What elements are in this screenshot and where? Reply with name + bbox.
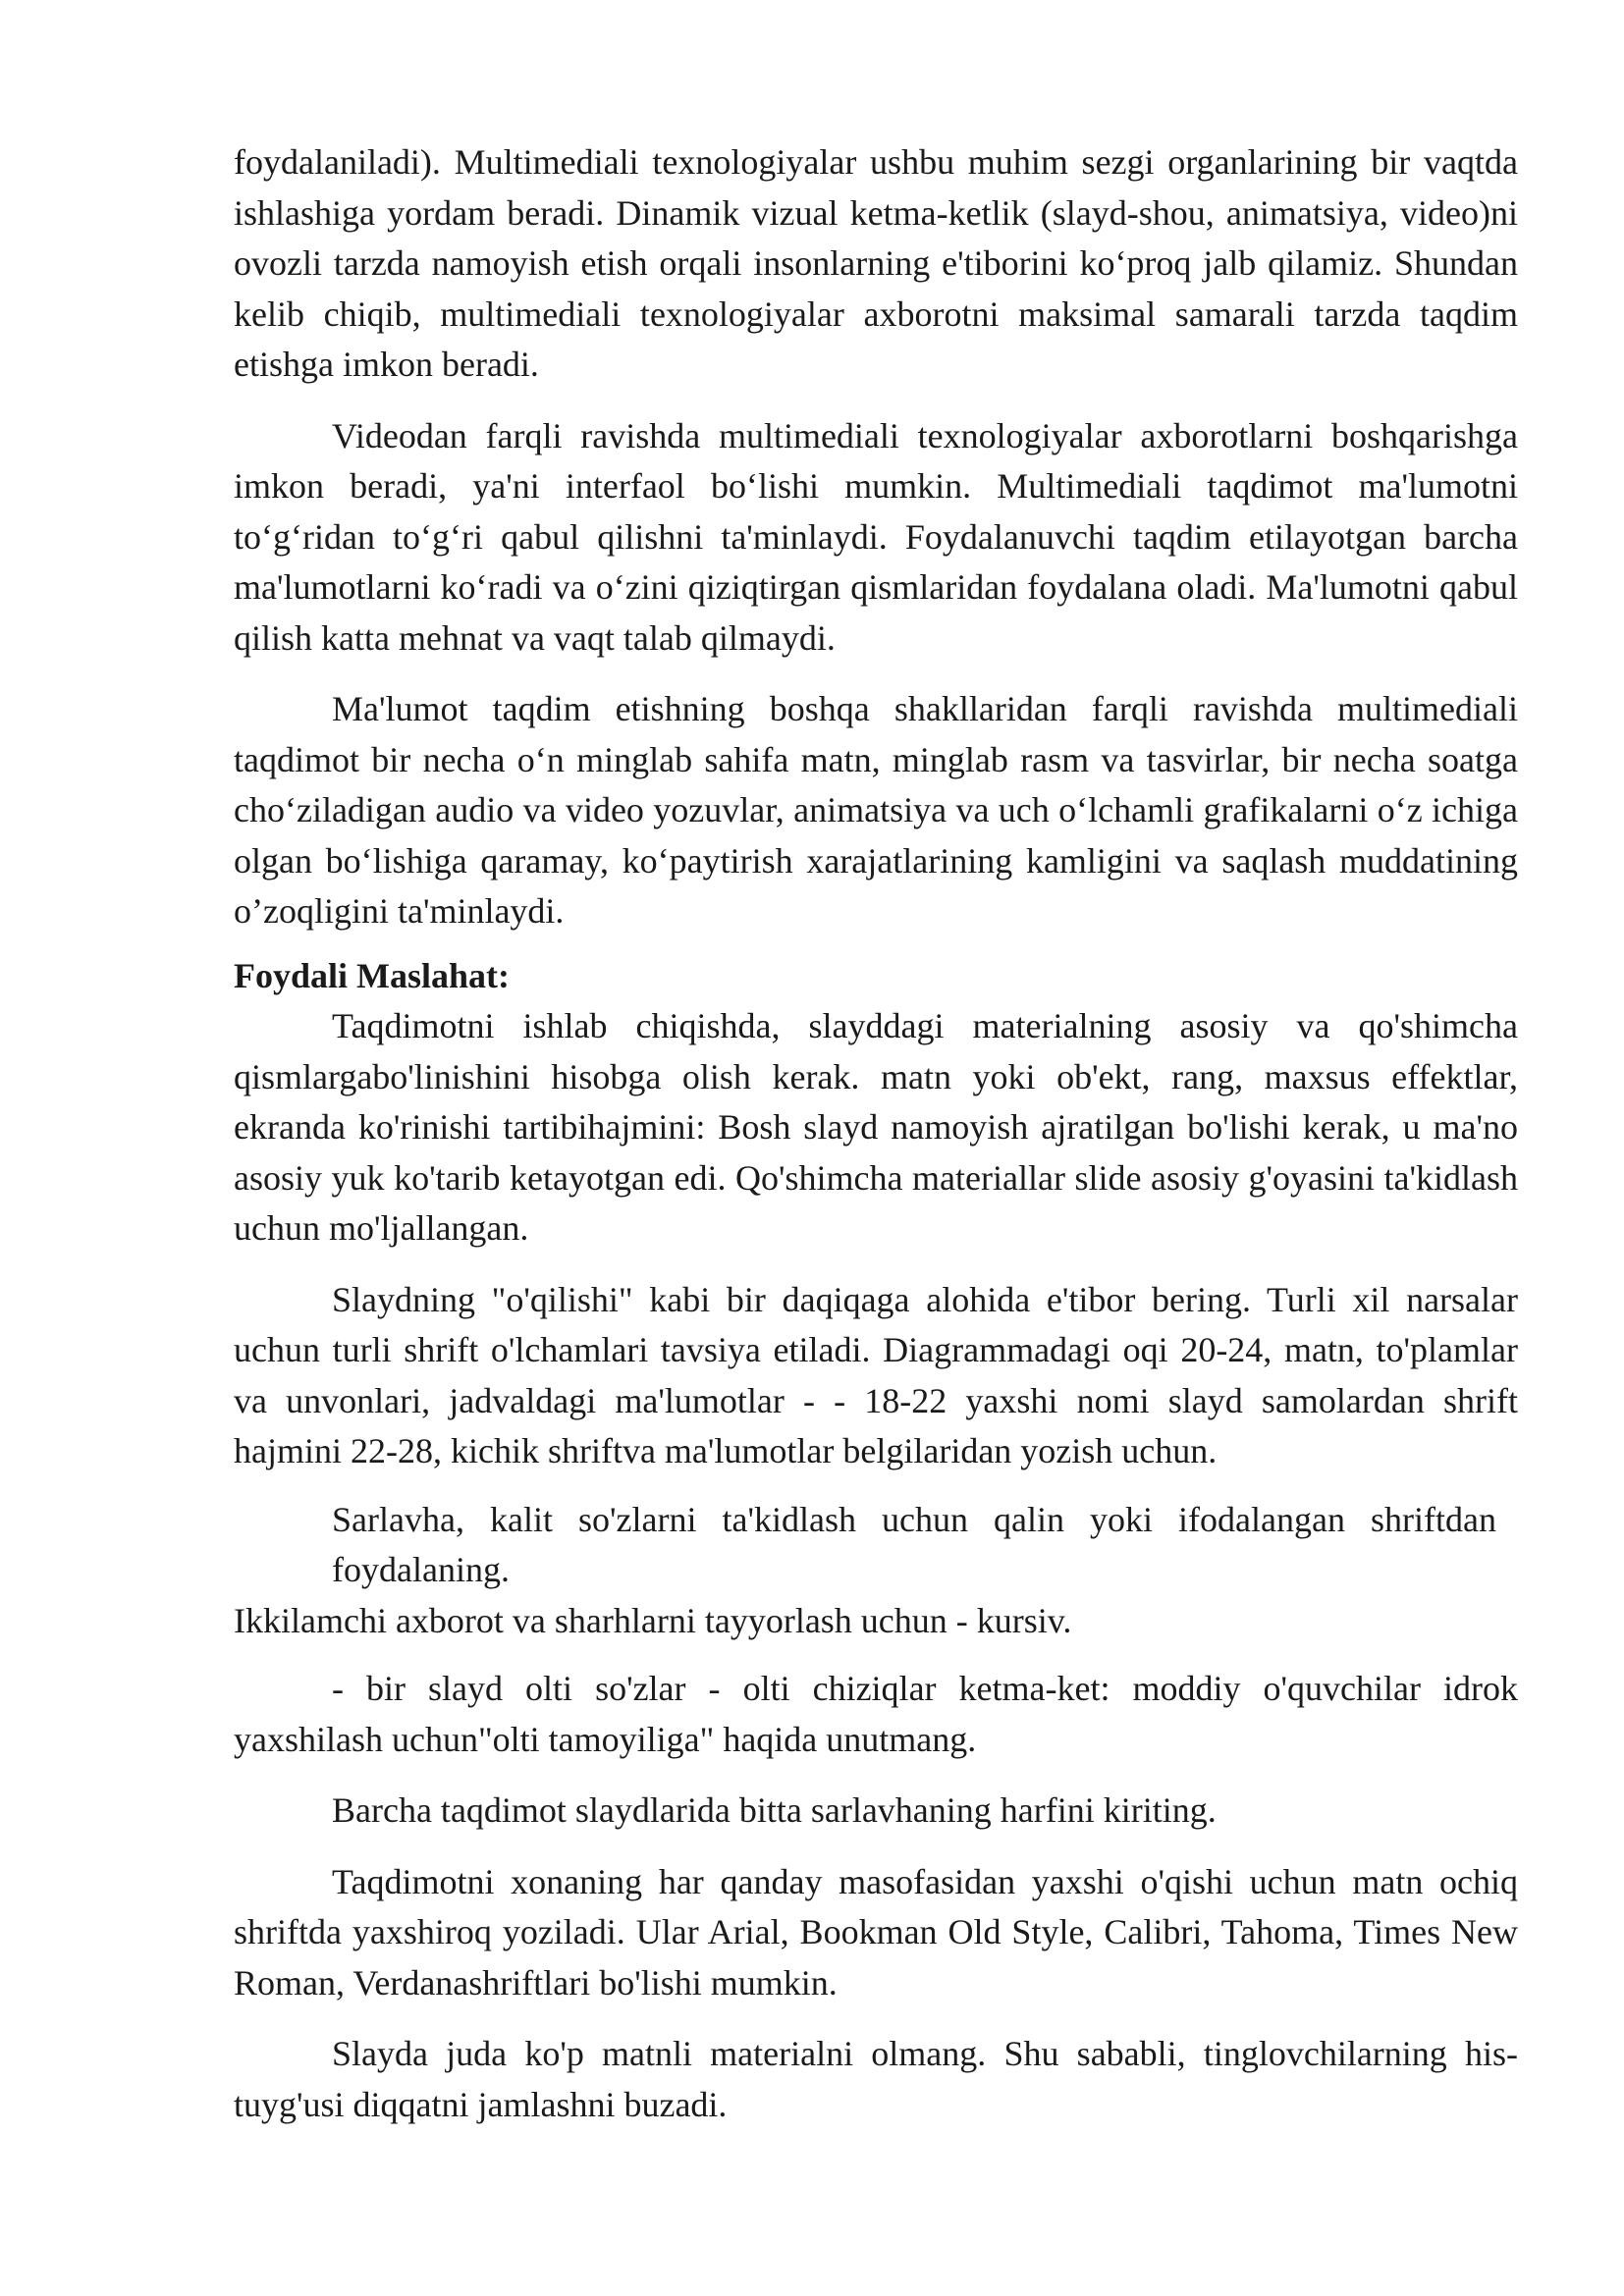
paragraph-bold-fonts: Sarlavha, kalit so'zlarni ta'kidlash uchun qalin yoki ifodalangan shriftdan foydalaning. [332,1499,1496,1589]
paragraph-title-font: Barcha taqdimot slaydlarida bitta sarlavhaning harfini kiriting. [332,1790,1217,1830]
paragraph-multimedia-senses: foydalaniladi). Multimediali texnologiyalar ushbu muhim sezgi organlarining bir vaqtda ishlashiga yordam beradi. Dinamik vizual ketma-ketlik (slayd-shou, animatsiya, video)ni ovozli tarzda namoyish etish orqali insonlarning e'tiborini ko‘proq jalb qilamiz. Shundan kelib chiqib, multimediali texnologiyalar axborotni maksimal samarali tarzda taqdim etishga imkon beradi. [234,142,1518,384]
paragraph-six-rule: - bir slayd olti so'zlar - olti chiziqlar ketma-ket: moddiy o'quvchilar idrok yaxshilash uchun"olti tamoyiliga" haqida unutmang. [234,1669,1518,1759]
section-heading: Foydali Maslahat: [234,955,511,995]
paragraph-storage: Ma'lumot taqdim etishning boshqa shakllaridan farqli ravishda multimediali taqdimot bir necha o‘n minglab sahifa matn, minglab rasm va tasvirlar, bir necha soatga cho‘ziladigan audio va video yozuvlar, animatsiya va uch o‘lchamli grafikalarni o‘z ichiga olgan bo‘lishiga qaramay, ko‘paytirish xarajatlarining kamligini va saqlash muddatining o’zoqligini ta'minlaydi. [234,689,1518,931]
paragraph-font-sizes: Slaydning "o'qilishi" kabi bir daqiqaga alohida e'tibor bering. Turli xil narsalar uchun turli shrift o'lchamlari tavsiya etiladi. Diagrammadagi oqi 20-24, matn, to'plamlar va unvonlari, jadvaldagi ma'lumotlar - - 18-22 yaxshi nomi slayd samolardan shrift hajmini 22-28, kichik shriftva ma'lumotlar belgilaridan yozish uchun. [234,1279,1518,1470]
paragraph-slide-structure: Taqdimotni ishlab chiqishda, slayddagi materialning asosiy va qo'shimcha qismlargabo'linishini hisobga olish kerak. matn yoki ob'ekt, rang, maxsus effektlar, ekranda ko'rinishi tartibihajmini: Bosh slayd namoyish ajratilgan bo'lishi kerak, u ma'no asosiy yuk ko'tarib ketayotgan edi. Qo'shimcha materiallar slide asosiy g'oyasini ta'kidlash uchun mo'ljallangan. [234,1006,1518,1248]
paragraph-text-amount: Slayda juda ko'p matnli materialni olmang. Shu sababli, tinglovchilarning his-tuyg'usi diqqatni jamlashni buzadi. [234,2034,1518,2124]
paragraph-interactive: Videodan farqli ravishda multimediali texnologiyalar axborotlarni boshqarishga imkon beradi, ya'ni interfaol bo‘lishi mumkin. Multimediali taqdimot ma'lumotni to‘g‘ridan to‘g‘ri qabul qilishni ta'minlaydi. Foydalanuvchi taqdim etilayotgan barcha ma'lumotlarni ko‘radi va o‘zini qiziqtirgan qismlaridan foydalana oladi. Ma'lumotni qabul qilish katta mehnat va vaqt talab qilmaydi. [234,415,1518,658]
paragraph-italic: Ikkilamchi axborot va sharhlarni tayyorlash uchun - kursiv. [234,1600,1072,1640]
paragraph-open-fonts: Taqdimotni xonaning har qanday masofasidan yaxshi o'qishi uchun matn ochiq shriftda yaxshiroq yoziladi. Ular Arial, Bookman Old Style, Calibri, Tahoma, Times New Roman, Verdanashriftlari bo'lishi mumkin. [234,1861,1518,2002]
document-page [234,137,1518,2130]
